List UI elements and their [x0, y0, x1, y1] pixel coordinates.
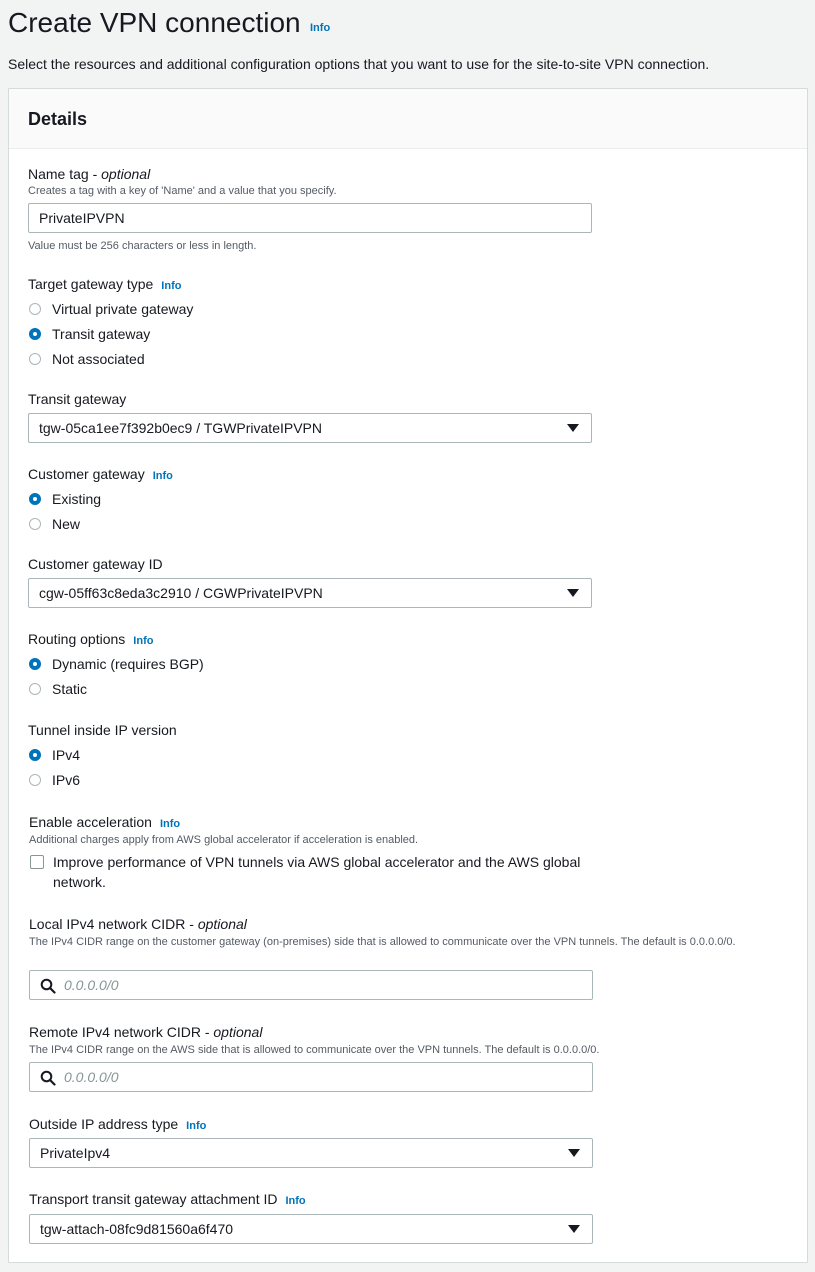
- outside-ip-type-label: Outside IP address type Info: [29, 1116, 207, 1132]
- acceleration-checkbox[interactable]: [30, 855, 44, 869]
- enable-acceleration-label: Enable acceleration Info: [29, 814, 181, 830]
- remote-cidr-input[interactable]: [29, 1062, 593, 1092]
- caret-down-icon: [567, 589, 579, 597]
- customer-gateway-info-link[interactable]: Info: [152, 470, 173, 482]
- radio-virtual-private-gateway[interactable]: Virtual private gateway: [29, 300, 193, 318]
- remote-cidr-label: Remote IPv4 network CIDR - optional: [29, 1024, 263, 1040]
- radio-button-icon: [29, 353, 41, 365]
- search-icon: [40, 1070, 56, 1086]
- radio-existing[interactable]: Existing: [29, 490, 101, 508]
- transit-gateway-label: Transit gateway: [28, 391, 127, 407]
- local-cidr-input[interactable]: [29, 970, 593, 1000]
- remote-cidr-description: The IPv4 CIDR range on the AWS side that is allowed to communicate over the VPN tunnels. The default is 0.0.0.0/0.: [29, 1044, 600, 1056]
- target-gateway-type-label: Target gateway type Info: [28, 276, 182, 292]
- radio-button-selected-icon: [29, 658, 41, 670]
- name-tag-input[interactable]: [28, 203, 592, 233]
- page-title: Create VPN connection: [8, 7, 301, 38]
- name-tag-constraint: Value must be 256 characters or less in length.: [28, 240, 257, 252]
- radio-button-selected-icon: [29, 749, 41, 761]
- radio-ipv6[interactable]: IPv6: [29, 771, 80, 789]
- name-tag-description: Creates a tag with a key of 'Name' and a value that you specify.: [28, 185, 337, 197]
- details-panel-header: [9, 89, 807, 149]
- caret-down-icon: [567, 424, 579, 432]
- radio-not-associated[interactable]: Not associated: [29, 350, 145, 368]
- transport-attachment-label: Transport transit gateway attachment ID Info: [29, 1191, 306, 1207]
- page-description: Select the resources and additional configuration options that you want to use for the site-to-site VPN connection.: [8, 56, 710, 72]
- page-info-link[interactable]: Info: [310, 22, 331, 34]
- transport-attachment-info-link[interactable]: Info: [285, 1195, 306, 1207]
- transport-attachment-select[interactable]: tgw-attach-08fc9d81560a6f470: [29, 1214, 593, 1244]
- acceleration-checkbox-label: Improve performance of VPN tunnels via AWS global accelerator and the AWS global network.: [53, 854, 581, 890]
- radio-button-selected-icon: [29, 328, 41, 340]
- name-tag-label: Name tag - optional: [28, 166, 151, 182]
- radio-button-icon: [29, 518, 41, 530]
- outside-ip-type-select[interactable]: PrivateIpv4: [29, 1138, 593, 1168]
- details-title: Details: [28, 109, 88, 129]
- local-cidr-label: Local IPv4 network CIDR - optional: [29, 916, 247, 932]
- customer-gateway-label: Customer gateway Info: [28, 466, 173, 482]
- radio-static[interactable]: Static: [29, 680, 87, 698]
- radio-ipv4[interactable]: IPv4: [29, 746, 80, 764]
- radio-dynamic-bgp[interactable]: Dynamic (requires BGP): [29, 655, 204, 673]
- target-gateway-info-link[interactable]: Info: [161, 280, 182, 292]
- radio-button-icon: [29, 303, 41, 315]
- radio-button-icon: [29, 774, 41, 786]
- routing-options-info-link[interactable]: Info: [133, 635, 154, 647]
- search-icon: [40, 978, 56, 994]
- customer-gateway-id-label: Customer gateway ID: [28, 556, 163, 572]
- acceleration-info-link[interactable]: Info: [159, 818, 181, 830]
- customer-gateway-id-select[interactable]: cgw-05ff63c8eda3c2910 / CGWPrivateIPVPN: [28, 578, 592, 608]
- tunnel-ip-version-label: Tunnel inside IP version: [28, 722, 177, 738]
- caret-down-icon: [568, 1149, 580, 1157]
- local-cidr-description: The IPv4 CIDR range on the customer gateway (on-premises) side that is allowed to communicate over the VPN tunnels. The default is 0.0.0.0/0.: [29, 936, 736, 948]
- radio-button-selected-icon: [29, 493, 41, 505]
- caret-down-icon: [568, 1225, 580, 1233]
- outside-ip-info-link[interactable]: Info: [186, 1120, 207, 1132]
- local-cidr-placeholder: 0.0.0.0/0: [64, 977, 119, 993]
- radio-new[interactable]: New: [29, 515, 80, 533]
- routing-options-label: Routing options Info: [28, 631, 154, 647]
- acceleration-description: Additional charges apply from AWS global accelerator if acceleration is enabled.: [29, 834, 419, 846]
- transit-gateway-select[interactable]: tgw-05ca1ee7f392b0ec9 / TGWPrivateIPVPN: [28, 413, 592, 443]
- remote-cidr-placeholder: 0.0.0.0/0: [64, 1069, 119, 1085]
- radio-button-icon: [29, 683, 41, 695]
- details-panel: [8, 88, 808, 1263]
- radio-transit-gateway[interactable]: Transit gateway: [29, 325, 150, 343]
